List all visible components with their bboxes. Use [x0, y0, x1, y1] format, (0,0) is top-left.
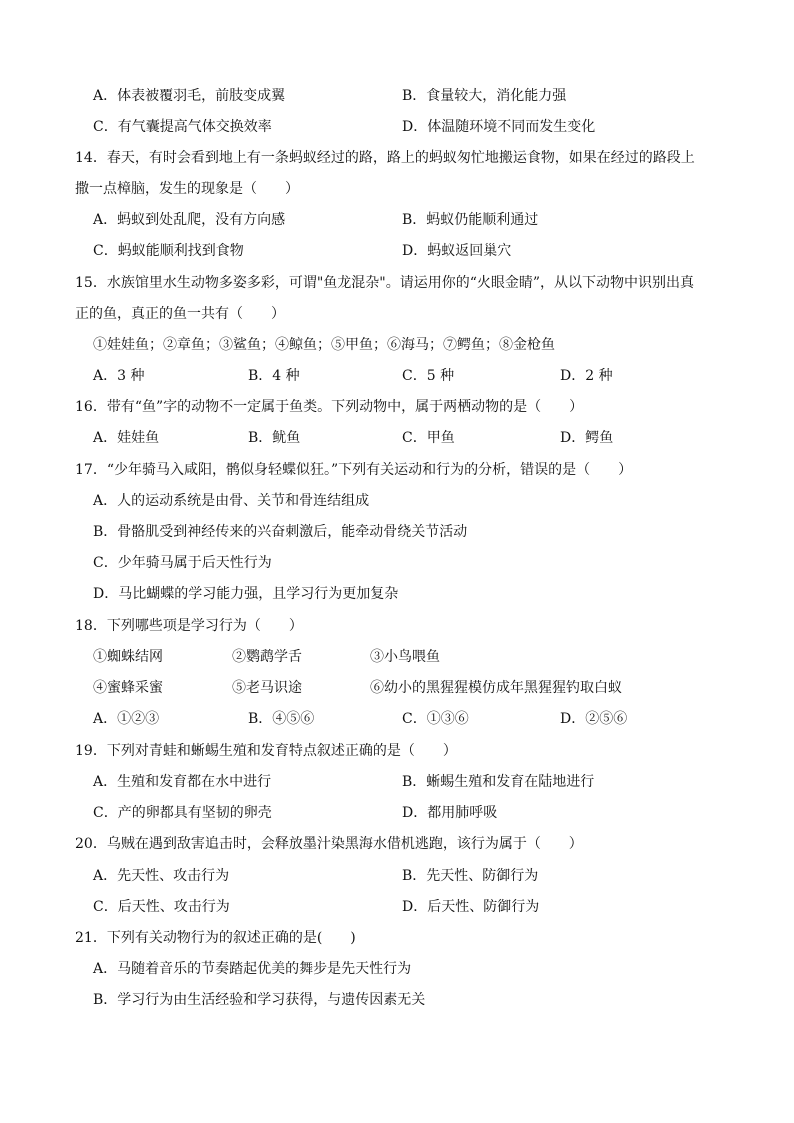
- q14-stem-line2: 撒一点樟脑，发生的现象是（ ）: [75, 181, 299, 197]
- q20-stem: 20．乌贼在遇到敌害追击时，会释放墨汁染黑海水借机逃跑，该行为属于（ ）: [75, 836, 583, 852]
- q14-option-a: A．蚂蚁到处乱爬，没有方向感: [93, 212, 286, 228]
- q14-option-b: B．蚂蚁仍能顺利通过: [402, 212, 539, 228]
- q18-item-6: ⑥幼小的黑猩猩模仿成年黑猩猩钓取白蚁: [370, 680, 622, 696]
- q20-option-b: B．先天性、防御行为: [402, 868, 539, 884]
- q16-option-b: B．鱿鱼: [248, 430, 301, 446]
- q20-option-a: A．先天性、攻击行为: [93, 868, 230, 884]
- q15-option-d: D．2 种: [560, 368, 613, 384]
- q18-item-2: ②鹦鹉学舌: [232, 649, 302, 665]
- q16-option-c: C．甲鱼: [402, 430, 455, 446]
- q19-stem: 19．下列对青蛙和蜥蜴生殖和发育特点叙述正确的是（ ）: [75, 743, 457, 759]
- q18-stem: 18．下列哪些项是学习行为（ ）: [75, 618, 303, 634]
- q14-option-d: D．蚂蚁返回巢穴: [402, 243, 512, 259]
- q15-option-c: C．5 种: [402, 368, 455, 384]
- q18-item-3: ③小鸟喂鱼: [370, 649, 440, 665]
- q18-item-4: ④蜜蜂采蜜: [93, 680, 163, 696]
- q21-stem: 21．下列有关动物行为的叙述正确的是( ): [75, 930, 356, 946]
- q19-option-b: B．蜥蜴生殖和发育在陆地进行: [402, 774, 595, 790]
- q21-option-a: A．马随着音乐的节奏踏起优美的舞步是先天性行为: [93, 961, 412, 977]
- q21-option-b: B．学习行为由生活经验和学习获得，与遗传因素无关: [93, 992, 426, 1008]
- q17-stem: 17．“少年骑马入咸阳，鹘似身轻蝶似狂。”下列有关运动和行为的分析，错误的是（ ）: [75, 462, 633, 478]
- q15-option-a: A．3 种: [93, 368, 145, 384]
- q18-item-1: ①蜘蛛结网: [93, 649, 163, 665]
- q17-option-a: A．人的运动系统是由骨、关节和骨连结组成: [93, 493, 370, 509]
- q14-stem-line1: 14．春天，有时会看到地上有一条蚂蚁经过的路，路上的蚂蚁匆忙地搬运食物，如果在经过的路段上: [75, 150, 695, 166]
- q18-option-c: C．①③⑥: [402, 711, 469, 727]
- q16-option-d: D．鳄鱼: [560, 430, 614, 446]
- q18-option-d: D．②⑤⑥: [560, 711, 628, 727]
- q13-option-a: A．体表被覆羽毛，前肢变成翼: [93, 88, 286, 104]
- q15-stem-line2: 正的鱼，真正的鱼一共有（ ）: [75, 306, 285, 322]
- q14-option-c: C．蚂蚁能顺利找到食物: [93, 243, 244, 259]
- q15-option-b: B．4 种: [248, 368, 300, 384]
- q18-item-5: ⑤老马识途: [232, 680, 302, 696]
- q19-option-a: A．生殖和发育都在水中进行: [93, 774, 272, 790]
- q15-stem-line1: 15．水族馆里水生动物多姿多彩，可谓"鱼龙混杂"。请运用你的“火眼金睛”，从以下动物中识别出真: [75, 275, 695, 291]
- q13-option-c: C．有气囊提高气体交换效率: [93, 119, 272, 135]
- q18-option-a: A．①②③: [93, 711, 160, 727]
- q16-option-a: A．娃娃鱼: [93, 430, 160, 446]
- q17-option-c: C．少年骑马属于后天性行为: [93, 555, 272, 571]
- q19-option-d: D．都用肺呼吸: [402, 805, 498, 821]
- q17-option-b: B．骨骼肌受到神经传来的兴奋刺激后，能牵动骨绕关节活动: [93, 524, 468, 540]
- q13-option-d: D．体温随环境不同而发生变化: [402, 119, 596, 135]
- q13-option-b: B．食量较大，消化能力强: [402, 88, 567, 104]
- q17-option-d: D．马比蝴蝶的学习能力强，且学习行为更加复杂: [93, 586, 399, 602]
- q15-item-list: ①娃娃鱼；②章鱼；③鲨鱼；④鲸鱼；⑤甲鱼；⑥海马；⑦鳄鱼；⑧金枪鱼: [93, 337, 555, 353]
- q19-option-c: C．产的卵都具有坚韧的卵壳: [93, 805, 272, 821]
- q20-option-c: C．后天性、攻击行为: [93, 899, 230, 915]
- q18-option-b: B．④⑤⑥: [248, 711, 315, 727]
- q16-stem: 16．带有“鱼”字的动物不一定属于鱼类。下列动物中，属于两栖动物的是（ ）: [75, 399, 584, 415]
- q20-option-d: D．后天性、防御行为: [402, 899, 540, 915]
